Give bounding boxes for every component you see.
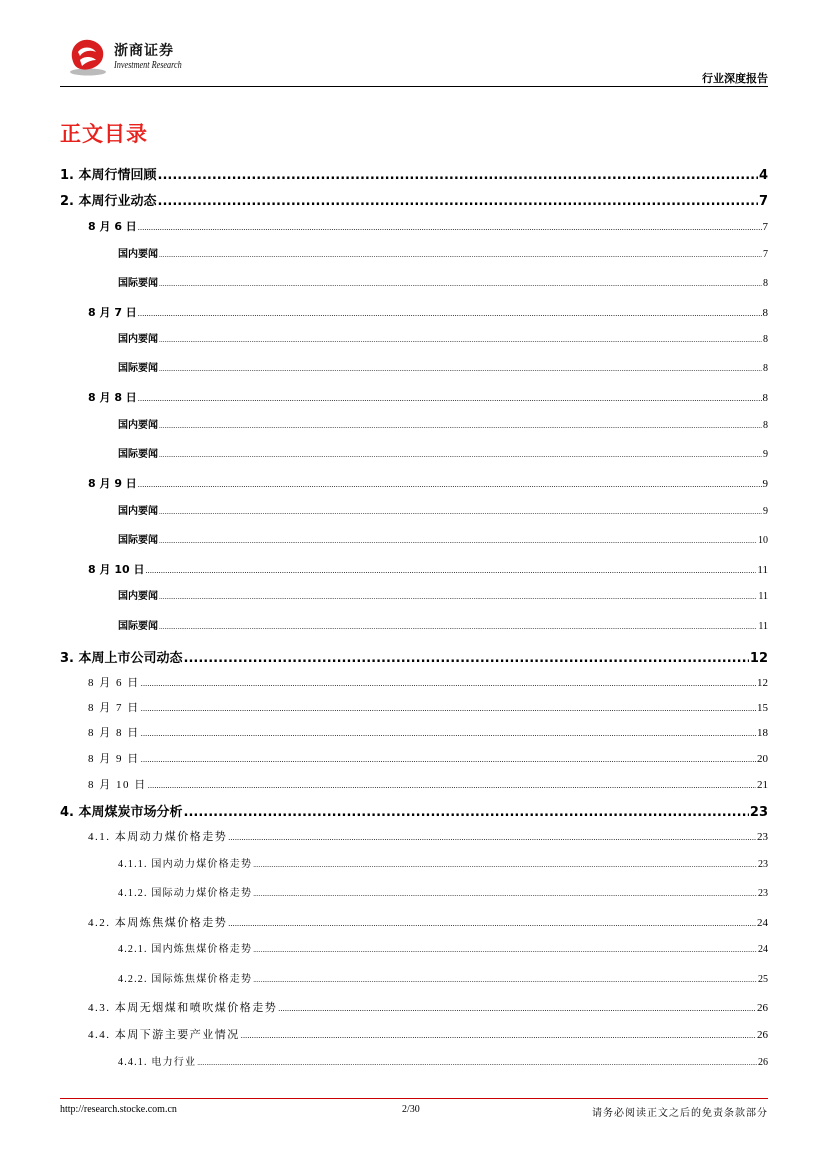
toc-entry-label: 8 月 6 日: [88, 677, 140, 689]
dot-leader: [148, 781, 756, 790]
toc-entry-intl-news[interactable]: [118, 531, 768, 546]
toc-entry-label: 2. 本周行业动态: [60, 194, 157, 209]
toc-entry-page: 15: [757, 702, 768, 714]
toc-entry-label: 国内要闻: [118, 591, 158, 602]
toc-entry-date[interactable]: [88, 750, 768, 766]
dot-leader: [253, 946, 757, 954]
toc-entry-label: 1. 本周行情回顾: [60, 168, 157, 183]
footer-disclaimer: 请务必阅读正文之后的免责条款部分: [592, 1108, 768, 1119]
toc-entry-page: 4: [758, 168, 768, 183]
toc-entry-subsubsection[interactable]: [118, 1053, 768, 1068]
toc-entry-intl-news[interactable]: [118, 445, 768, 460]
dot-leader: [184, 805, 749, 820]
toc-entry-label: 国际要闻: [118, 363, 158, 374]
toc-entry-section-1[interactable]: [60, 164, 768, 183]
toc-entry-date[interactable]: [88, 475, 768, 491]
toc-entry-label: 4.2.1. 国内炼焦煤价格走势: [118, 944, 253, 955]
toc-entry-domestic-news[interactable]: [118, 245, 768, 260]
toc-entry-page: 8: [763, 278, 768, 289]
toc-entry-section-2[interactable]: [60, 190, 768, 209]
toc-entry-label: 国际要闻: [118, 449, 158, 460]
footer-page-number: 2/30: [402, 1104, 420, 1115]
toc-entry-domestic-news[interactable]: [118, 502, 768, 517]
toc-entry-page: 9: [763, 449, 768, 460]
toc-entry-page: 7: [762, 221, 768, 233]
dot-leader: [158, 168, 758, 183]
toc-entry-page: 11: [758, 621, 768, 632]
dot-leader: [138, 480, 762, 489]
toc-entry-date[interactable]: [88, 724, 768, 740]
toc-entry-page: 21: [757, 779, 768, 791]
dot-leader: [228, 919, 756, 928]
toc-entry-page: 12: [749, 651, 768, 666]
dot-leader: [141, 679, 756, 688]
dot-leader: [197, 1059, 757, 1067]
toc-entry-label: 4.2. 本周炼焦煤价格走势: [88, 917, 228, 929]
dot-leader: [253, 976, 757, 984]
toc-entry-page: 24: [757, 917, 768, 929]
toc-entry-page: 7: [758, 194, 768, 209]
toc-entry-page: 23: [757, 831, 768, 843]
toc-entry-subsubsection[interactable]: [118, 940, 768, 955]
brand-name-cn: 浙商证券: [114, 43, 174, 59]
toc-entry-label: 国内要闻: [118, 334, 158, 345]
report-type: 行业深度报告: [702, 72, 768, 85]
toc-entry-label: 8 月 9 日: [88, 477, 137, 490]
toc-entry-date[interactable]: [88, 699, 768, 715]
toc-entry-subsubsection[interactable]: [118, 884, 768, 899]
toc-entry-intl-news[interactable]: [118, 617, 768, 632]
toc-entry-label: 4.1.2. 国际动力煤价格走势: [118, 888, 253, 899]
toc-entry-date[interactable]: [88, 776, 768, 792]
toc-entry-subsubsection[interactable]: [118, 970, 768, 985]
toc-entry-page: 20: [757, 753, 768, 765]
toc-entry-label: 8 月 7 日: [88, 306, 137, 319]
dot-leader: [253, 861, 757, 869]
toc-entry-label: 国内要闻: [118, 249, 158, 260]
toc-entry-page: 11: [757, 564, 768, 576]
dot-leader: [159, 336, 762, 344]
toc-entry-date[interactable]: [88, 218, 768, 234]
toc-entry-page: 24: [758, 944, 768, 955]
toc-entry-page: 23: [758, 888, 768, 899]
dot-leader: [159, 537, 757, 545]
toc-entry-label: 国际要闻: [118, 278, 158, 289]
dot-leader: [253, 890, 757, 898]
footer-url[interactable]: http://research.stocke.com.cn: [60, 1104, 177, 1115]
toc-entry-section-3[interactable]: [60, 647, 768, 666]
toc-entry-label: 8 月 10 日: [88, 779, 147, 791]
toc-entry-domestic-news[interactable]: [118, 587, 768, 602]
footer-divider: [60, 1098, 768, 1099]
toc-entry-label: 8 月 9 日: [88, 753, 140, 765]
dot-leader: [159, 508, 762, 516]
toc-entry-label: 国际要闻: [118, 621, 158, 632]
dot-leader: [159, 623, 757, 631]
toc-entry-page: 8: [763, 334, 768, 345]
toc-entry-domestic-news[interactable]: [118, 416, 768, 431]
dot-leader: [159, 422, 762, 430]
toc-entry-subsection[interactable]: [88, 1026, 768, 1042]
toc-entry-label: 8 月 8 日: [88, 391, 137, 404]
toc-entry-label: 3. 本周上市公司动态: [60, 651, 183, 666]
dot-leader: [184, 651, 749, 666]
toc-entry-label: 国际要闻: [118, 535, 158, 546]
toc-entry-page: 26: [758, 1057, 768, 1068]
dot-leader: [141, 704, 756, 713]
toc-entry-page: 8: [762, 392, 768, 404]
toc-entry-page: 12: [757, 677, 768, 689]
toc-title: 正文目录: [60, 122, 148, 146]
toc-entry-page: 9: [762, 478, 768, 490]
page-header: [60, 36, 768, 86]
toc-entry-label: 8 月 6 日: [88, 220, 137, 233]
toc-entry-subsubsection[interactable]: [118, 855, 768, 870]
dot-leader: [159, 593, 757, 601]
toc-entry-label: 4.2.2. 国际炼焦煤价格走势: [118, 974, 253, 985]
toc-entry-date[interactable]: [88, 561, 768, 577]
toc-entry-section-4[interactable]: [60, 801, 768, 820]
dot-leader: [159, 251, 762, 259]
toc-entry-date[interactable]: [88, 674, 768, 690]
toc-entry-label: 4.4.1. 电力行业: [118, 1057, 197, 1068]
header-divider: [60, 86, 768, 87]
toc-entry-page: 11: [758, 591, 768, 602]
toc-entry-page: 23: [758, 859, 768, 870]
toc-entry-label: 4.1. 本周动力煤价格走势: [88, 831, 228, 843]
dot-leader: [145, 566, 756, 575]
toc-entry-label: 4. 本周煤炭市场分析: [60, 805, 183, 820]
toc-entry-label: 4.1.1. 国内动力煤价格走势: [118, 859, 253, 870]
dot-leader: [138, 309, 762, 318]
toc-entry-page: 8: [763, 363, 768, 374]
dot-leader: [158, 194, 758, 209]
toc-entry-subsection[interactable]: [88, 999, 768, 1015]
toc-entry-domestic-news[interactable]: [118, 330, 768, 345]
dot-leader: [159, 451, 762, 459]
dot-leader: [138, 394, 762, 403]
toc-entry-intl-news[interactable]: [118, 359, 768, 374]
toc-entry-label: 4.4. 本周下游主要产业情况: [88, 1029, 240, 1041]
toc-entry-label: 国内要闻: [118, 420, 158, 431]
toc-entry-date[interactable]: [88, 389, 768, 405]
dot-leader: [159, 365, 762, 373]
dot-leader: [138, 223, 762, 232]
toc-entry-page: 18: [757, 727, 768, 739]
toc-entry-page: 9: [763, 506, 768, 517]
toc-entry-date[interactable]: [88, 304, 768, 320]
toc-entry-page: 8: [762, 307, 768, 319]
dot-leader: [278, 1004, 756, 1013]
toc-entry-label: 8 月 8 日: [88, 727, 140, 739]
toc-entry-page: 26: [757, 1002, 768, 1014]
toc-entry-page: 25: [758, 974, 768, 985]
dot-leader: [241, 1031, 756, 1040]
dot-leader: [228, 833, 756, 842]
toc-entry-subsection[interactable]: [88, 914, 768, 930]
toc-entry-label: 8 月 10 日: [88, 563, 145, 576]
dot-leader: [141, 755, 756, 764]
toc-entry-page: 23: [749, 805, 768, 820]
toc-entry-subsection[interactable]: [88, 828, 768, 844]
toc-entry-intl-news[interactable]: [118, 274, 768, 289]
brand-name-en: Investment Research: [114, 60, 182, 71]
toc-entry-label: 4.3. 本周无烟煤和喷吹煤价格走势: [88, 1002, 278, 1014]
toc-entry-page: 7: [763, 249, 768, 260]
toc-entry-label: 8 月 7 日: [88, 702, 140, 714]
toc-entry-page: 10: [758, 535, 768, 546]
dot-leader: [141, 729, 756, 738]
toc-entry-page: 26: [757, 1029, 768, 1041]
dot-leader: [159, 280, 762, 288]
toc-entry-page: 8: [763, 420, 768, 431]
zheshang-logo-icon: [66, 36, 110, 76]
toc-entry-label: 国内要闻: [118, 506, 158, 517]
